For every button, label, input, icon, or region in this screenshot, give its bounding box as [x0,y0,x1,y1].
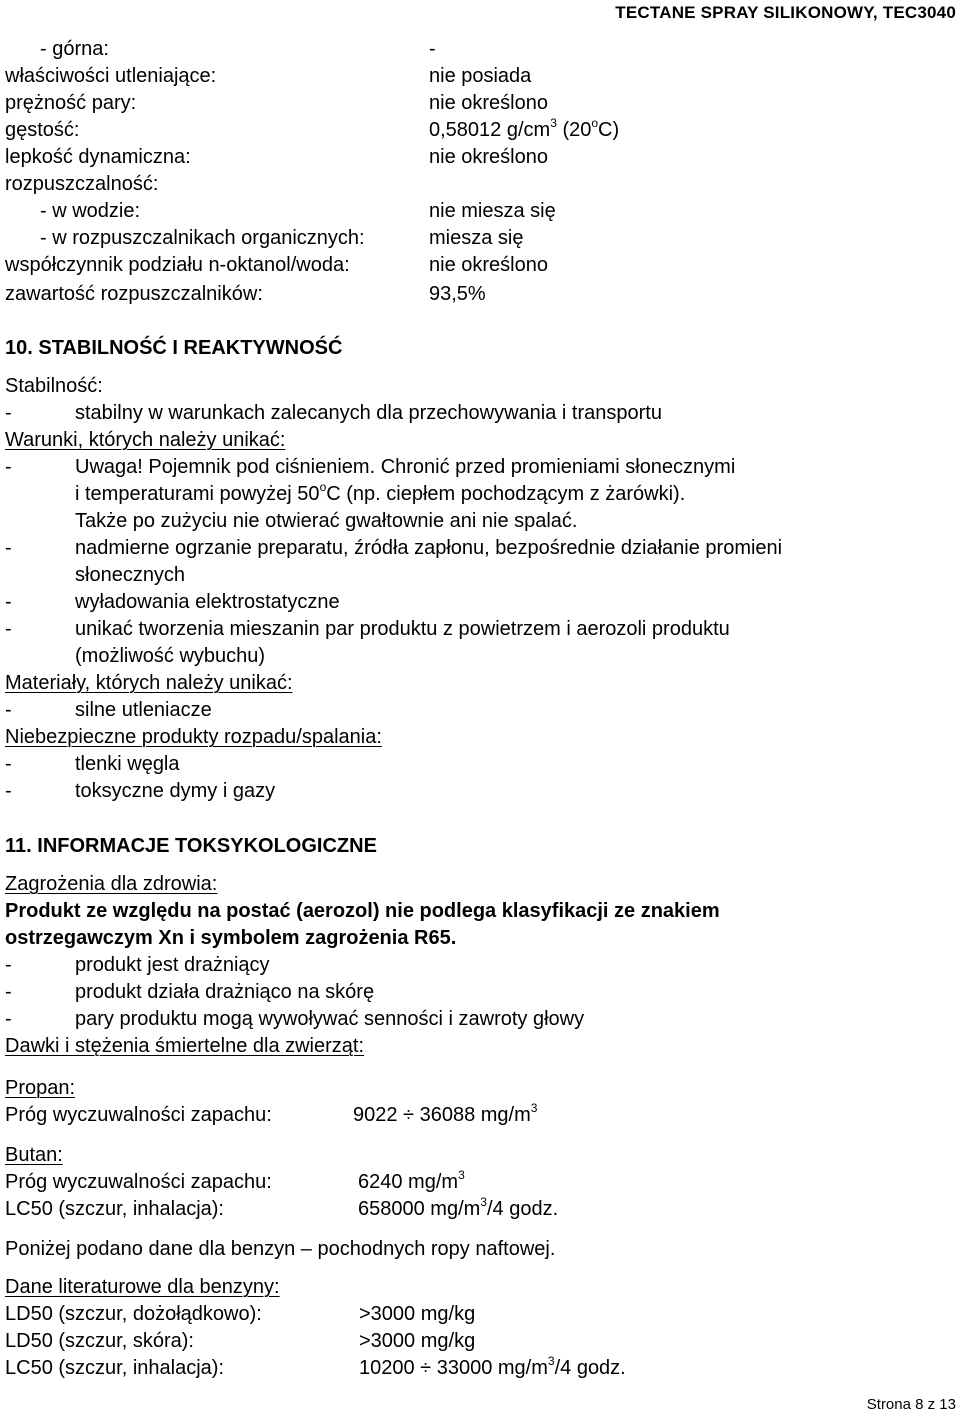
property-value: 93,5% [429,283,486,305]
property-value: nie określono [429,254,548,276]
butane-odor-number: 6240 mg/m [358,1171,459,1193]
property-label: prężność pary: [5,92,137,114]
property-value: nie określono [429,146,548,168]
butane-lc50-label: LC50 (szczur, inhalacja): [5,1198,224,1220]
butane-odor-value [358,1169,465,1196]
avoid-item: Uwaga! Pojemnik pod ciśnieniem. Chronić przed promieniami słonecznymi [75,456,736,478]
dash-marker: - [5,402,12,424]
health-item: produkt działa drażniąco na skórę [75,981,375,1003]
property-label: - górna: [40,38,109,60]
property-value: miesza się [429,227,524,249]
property-value: nie posiada [429,65,532,87]
density-temp: (20 [556,119,592,141]
benzine-ld50-skin-value: >3000 mg/kg [359,1330,476,1352]
stability-item: stabilny w warunkach zalecanych dla przechowywania i transportu [75,402,662,424]
avoid-conditions-label: Warunki, których należy unikać: [5,429,286,451]
cubic-exponent: 3 [530,1101,538,1115]
dash-marker: - [5,591,12,613]
propane-odor-label: Próg wyczuwalności zapachu: [5,1104,272,1126]
classification-note: Produkt ze względu na postać (aerozol) nie podlega klasyfikacji ze znakiem [5,900,720,922]
health-hazards-label: Zagrożenia dla zdrowia: [5,873,218,895]
benzine-lc50-duration: /4 godz. [554,1357,626,1379]
degree-sign: o [591,116,599,130]
avoid-item-continuation: (możliwość wybuchu) [75,645,266,667]
dash-marker: - [5,753,12,775]
dash-marker: - [5,981,12,1003]
cubic-exponent: 3 [547,1354,555,1368]
butane-label: Butan: [5,1144,63,1166]
property-label: rozpuszczalność: [5,173,159,195]
dash-marker: - [5,954,12,976]
decomposition-item: tlenki węgla [75,753,180,775]
decomposition-label: Niebezpieczne produkty rozpadu/spalania: [5,726,382,748]
property-value: - [429,38,436,60]
density-exponent: 3 [550,116,557,130]
avoid-item: nadmierne ogrzanie preparatu, źródła zapłonu, bezpośrednie działanie promieni [75,537,783,559]
avoid-item: wyładowania elektrostatyczne [75,591,340,613]
density-number: 0,58012 g/cm [429,119,551,141]
decomposition-item: toksyczne dymy i gazy [75,780,276,802]
propane-label: Propan: [5,1077,76,1099]
dash-marker: - [5,618,12,640]
section-10-heading: 10. STABILNOŚĆ I REAKTYWNOŚĆ [5,337,343,359]
avoid-item: unikać tworzenia mieszanin par produktu z powietrzem i aerozoli produktu [75,618,730,640]
benzine-lc50-label: LC50 (szczur, inhalacja): [5,1357,224,1379]
property-value: nie miesza się [429,200,556,222]
page-number: Strona 8 z 13 [866,1396,956,1413]
property-label: zawartość rozpuszczalników: [5,283,263,305]
property-label: - w wodzie: [40,200,141,222]
avoid-item-continuation [75,481,685,508]
dash-marker: - [5,1008,12,1030]
dash-marker: - [5,780,12,802]
butane-odor-label: Próg wyczuwalności zapachu: [5,1171,272,1193]
property-label: - w rozpuszczalnikach organicznych: [40,227,365,249]
property-label: właściwości utleniające: [5,65,217,87]
classification-note-continuation: ostrzegawczym Xn i symbolem zagrożenia R65. [5,927,457,949]
benzine-lc50-value [359,1355,626,1382]
property-label: lepkość dynamiczna: [5,146,191,168]
benzine-label: Dane literaturowe dla benzyny: [5,1276,280,1298]
document-header-title: TECTANE SPRAY SILIKONOWY, TEC3040 [615,3,956,22]
temp-text: i temperaturami powyżej 50 [75,483,320,505]
materials-item: silne utleniacze [75,699,212,721]
property-label: gęstość: [5,119,80,141]
cubic-exponent: 3 [458,1168,465,1182]
benzine-note: Poniżej podano dane dla benzyn – pochodnych ropy naftowej. [5,1238,556,1260]
avoid-item-continuation: słonecznych [75,564,186,586]
materials-label: Materiały, których należy unikać: [5,672,293,694]
temp-text-end: C (np. ciepłem pochodzącym z żarówki). [326,483,686,505]
propane-odor-value [353,1102,537,1129]
dash-marker: - [5,699,12,721]
section-11-heading: 11. INFORMACJE TOKSYKOLOGICZNE [5,835,377,857]
stability-label: Stabilność: [5,375,103,397]
benzine-ld50-oral-label: LD50 (szczur, dożołądkowo): [5,1303,262,1325]
butane-lc50-value [358,1196,558,1223]
butane-lc50-duration: /4 godz. [486,1198,559,1220]
cubic-exponent: 3 [480,1195,487,1209]
avoid-item-continuation: Także po zużyciu nie otwierać gwałtownie ani nie spalać. [75,510,578,532]
benzine-lc50-number: 10200 ÷ 33000 mg/m [359,1357,548,1379]
benzine-ld50-skin-label: LD50 (szczur, skóra): [5,1330,194,1352]
density-temp-unit: C) [598,119,620,141]
propane-odor-number: 9022 ÷ 36088 mg/m [353,1104,531,1126]
dash-marker: - [5,456,12,478]
health-item: produkt jest drażniący [75,954,270,976]
lethal-doses-label: Dawki i stężenia śmiertelne dla zwierząt: [5,1035,365,1057]
density-value [429,117,619,144]
property-value: nie określono [429,92,548,114]
property-label: współczynnik podziału n-oktanol/woda: [5,254,350,276]
health-item: pary produktu mogą wywoływać senności i zawroty głowy [75,1008,585,1030]
benzine-ld50-oral-value: >3000 mg/kg [359,1303,476,1325]
degree-sign: o [319,480,327,494]
dash-marker: - [5,537,12,559]
butane-lc50-number: 658000 mg/m [358,1198,481,1220]
